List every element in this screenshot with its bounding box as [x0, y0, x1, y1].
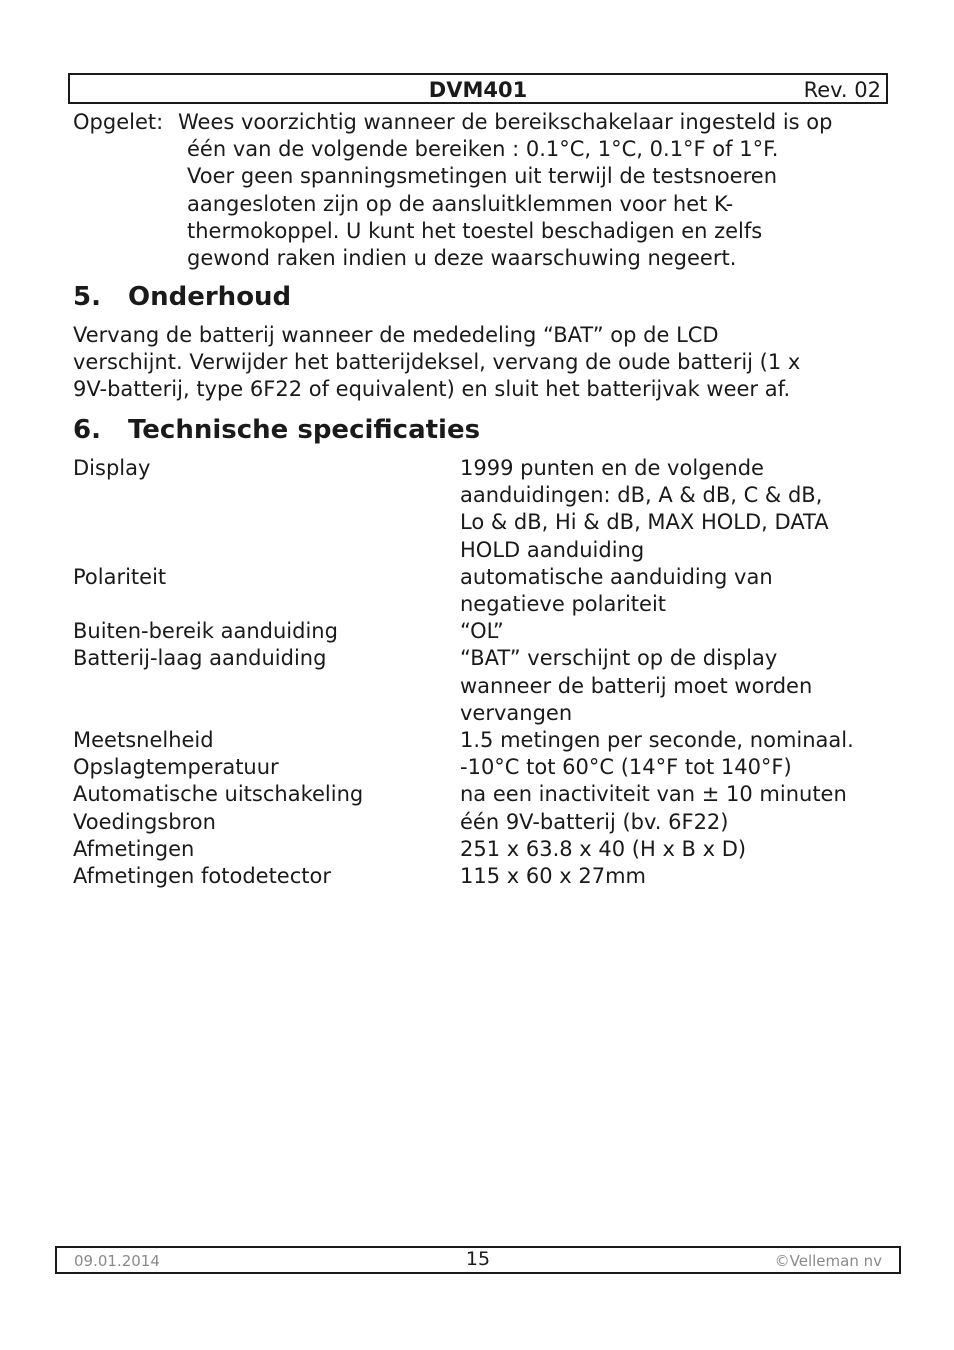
caution-line: één van de volgende bereiken : 0.1°C, 1°C, 0.1°F of 1°F. [187, 137, 779, 162]
spec-value-line: “BAT” verschijnt op de display [460, 646, 778, 671]
spec-row [73, 455, 903, 564]
spec-table [73, 455, 903, 890]
spec-value-line: “OL” [460, 619, 504, 644]
section-6-title: Technische specificaties [128, 415, 481, 445]
spec-label: Afmetingen fotodetector [73, 864, 331, 889]
spec-value [460, 564, 773, 618]
section-5-paragraph [73, 322, 893, 404]
paragraph-line: verschijnt. Verwijder het batterijdeksel, vervang de oude batterij (1 x [73, 350, 801, 375]
footer-copyright: ©Velleman nv [774, 1252, 882, 1270]
spec-value [460, 863, 646, 890]
page-footer [55, 1246, 901, 1274]
spec-value-line: HOLD aanduiding [460, 537, 645, 562]
spec-label: Automatische uitschakeling [73, 782, 364, 807]
spec-value-line: na een inactiviteit van ± 10 minuten [460, 782, 847, 807]
spec-row [73, 645, 903, 727]
spec-value-line: -10°C tot 60°C (14°F tot 140°F) [460, 755, 792, 780]
model-name: DVM401 [428, 78, 528, 102]
spec-value-line: 1.5 metingen per seconde, nominaal. [460, 728, 854, 753]
spec-value [460, 809, 729, 836]
spec-value [460, 781, 847, 808]
spec-value-line: 115 x 60 x 27mm [460, 864, 646, 889]
spec-row [73, 754, 903, 781]
paragraph-line: Vervang de batterij wanneer de mededeling “BAT” op de LCD [73, 323, 719, 347]
spec-value-line: 251 x 63.8 x 40 (H x B x D) [460, 836, 747, 861]
section-6-number: 6. [73, 415, 101, 445]
spec-value [460, 754, 792, 781]
caution-line: aangesloten zijn op de aansluitklemmen voor het K- [187, 191, 734, 216]
caution-line: Wees voorzichtig wanneer de bereikschakelaar ingesteld is op [178, 110, 833, 134]
spec-label: Polariteit [73, 564, 167, 589]
section-5-number: 5. [73, 282, 101, 312]
spec-label: Buiten-bereik aanduiding [73, 619, 338, 644]
caution-note [73, 109, 893, 272]
spec-value-line: aanduidingen: dB, A & dB, C & dB, [460, 483, 823, 508]
spec-value [460, 645, 812, 727]
spec-label: Afmetingen [73, 836, 195, 861]
spec-value-line: Lo & dB, Hi & dB, MAX HOLD, DATA [460, 510, 829, 535]
caution-line: thermokoppel. U kunt het toestel beschadigen en zelfs [187, 218, 763, 243]
spec-row [73, 564, 903, 618]
spec-row [73, 727, 903, 754]
caution-body [73, 109, 893, 272]
section-6-heading [73, 415, 480, 445]
spec-label: Voedingsbron [73, 809, 216, 834]
spec-label: Meetsnelheid [73, 728, 214, 753]
footer-date: 09.01.2014 [74, 1252, 160, 1270]
spec-label: Opslagtemperatuur [73, 755, 279, 780]
spec-row [73, 618, 903, 645]
spec-value [460, 836, 746, 863]
spec-value-line: 1999 punten en de volgende [460, 456, 764, 480]
paragraph-line: 9V-batterij, type 6F22 of equivalent) en sluit het batterijvak weer af. [73, 377, 791, 402]
spec-value-line: negatieve polariteit [460, 592, 667, 617]
page-header [68, 73, 888, 104]
spec-value-line: automatische aanduiding van [460, 564, 773, 589]
spec-label: Batterij-laag aanduiding [73, 646, 327, 671]
spec-value-line: één 9V-batterij (bv. 6F22) [460, 809, 729, 834]
spec-row [73, 863, 903, 890]
spec-value-line: vervangen [460, 700, 573, 725]
spec-value [460, 618, 504, 645]
spec-row [73, 781, 903, 808]
section-5-heading [73, 282, 291, 312]
spec-value-line: wanneer de batterij moet worden [460, 673, 813, 698]
revision-label: Rev. 02 [803, 78, 881, 102]
spec-value [460, 455, 829, 564]
section-5-title: Onderhoud [128, 282, 292, 312]
spec-value [460, 727, 854, 754]
page-number: 15 [465, 1248, 491, 1270]
caution-line: gewond raken indien u deze waarschuwing negeert. [187, 246, 737, 271]
spec-row [73, 836, 903, 863]
spec-label: Display [73, 456, 151, 480]
spec-row [73, 809, 903, 836]
caution-label: Opgelet: [73, 110, 164, 134]
caution-line: Voer geen spanningsmetingen uit terwijl de testsnoeren [187, 164, 777, 189]
